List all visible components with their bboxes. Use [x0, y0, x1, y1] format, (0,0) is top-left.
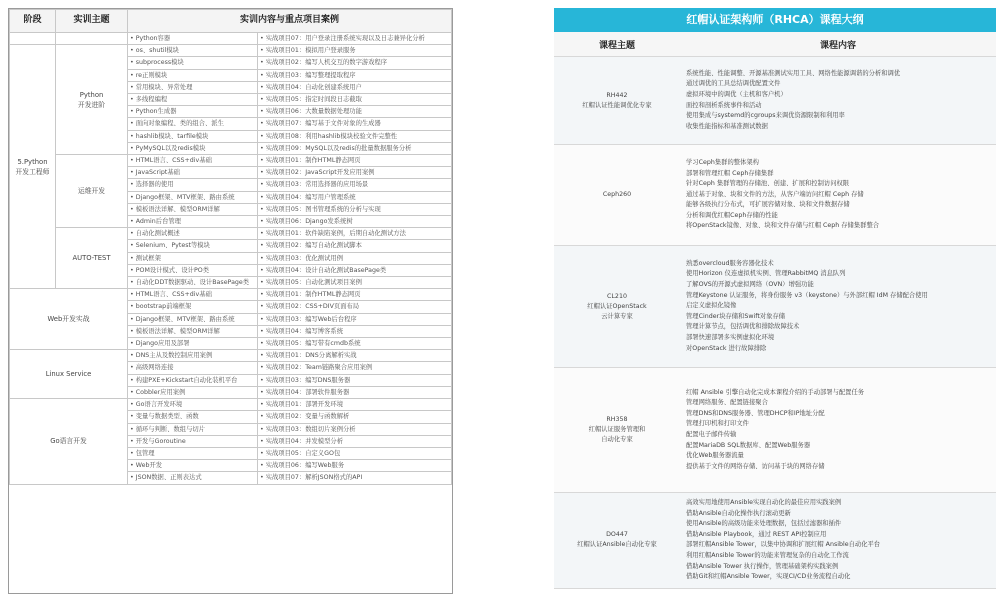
- syllabus-header-row: [554, 32, 996, 57]
- course-content-cell: [680, 368, 996, 493]
- course-content-line: 使用Ansible的高级功能来处理数据，包括过滤器和插件: [686, 520, 842, 528]
- project-item: • 实战项目05：自动化测试项目案例: [258, 277, 452, 289]
- topic-cell: Python 开发进阶: [56, 45, 128, 155]
- course-content-line: 使用Horizon 仪连虚拟机实例、管理RabbitMQ 消息队列: [686, 270, 846, 278]
- project-item: • 实战项目05：编写带有cmdb系统: [258, 338, 452, 350]
- content-item: • 面向对象编程、类的组合、派生: [128, 118, 258, 130]
- content-item: • Selenium、Pytest等模块: [128, 240, 258, 252]
- content-item: • 高级网络连接: [128, 362, 258, 374]
- project-item: • 实战项目06：编写Web服务: [258, 460, 452, 472]
- course-content-line: 配置MariaDB SQL数据库、配置Web服务器: [686, 441, 811, 449]
- course-content-cell: [680, 246, 996, 368]
- course-content-line: 学习Ceph集群的整体架构: [686, 158, 759, 166]
- content-item: • 自动化DDT数据驱动、设计BasePage类: [128, 277, 258, 289]
- stage-cell-empty: [10, 33, 56, 45]
- course-content-line: 使用集成与systemd的cgroups来调优资源限制和利用率: [686, 112, 845, 120]
- course-code: RH358: [606, 416, 628, 423]
- project-item: • 实战项目03：优化测试用例: [258, 252, 452, 264]
- course-name: 红帽认证Ansible自动化专家: [577, 541, 657, 549]
- course-content-line: 借助Ansible Tower 执行操作，管理基础架构实践案例: [686, 562, 839, 570]
- content-item: • Admin后台管理: [128, 216, 258, 228]
- course-content-line: 了解OVS的开源式虚拟网络（OVN）增强功能: [686, 281, 814, 289]
- project-item: • 实战项目03：编写DNS服务器: [258, 374, 452, 386]
- project-item: • 实战项目05：自定义GO包: [258, 447, 452, 459]
- course-content-cell: [680, 57, 996, 145]
- curriculum-table-panel: [8, 8, 453, 594]
- course-content-line: 能够各级执行分布式，可扩展容储对象、块和文件数据存储: [686, 201, 850, 209]
- project-item: • 实战项目02：编写自动化测试脚本: [258, 240, 452, 252]
- content-item: • re正则模块: [128, 69, 258, 81]
- course-content-line: 管理打印机和打印文件: [686, 420, 749, 428]
- content-item: • subprocess模块: [128, 57, 258, 69]
- project-item: • 实战项目04：编写博客系统: [258, 325, 452, 337]
- course-content-line: 启定义虚拟化镜像: [686, 302, 737, 310]
- content-item: • 自动化测试概述: [128, 228, 258, 240]
- project-item: • 实战项目04：自动化创建系统用户: [258, 81, 452, 93]
- course-content-line: 面控和剖析系统事件和活动: [686, 101, 762, 109]
- content-item: • 循环与判断、数组与切片: [128, 423, 258, 435]
- content-item: • Django应用及部署: [128, 338, 258, 350]
- content-item: • 多线程编程: [128, 94, 258, 106]
- table-row: [10, 228, 452, 240]
- project-item: • 实战项目03：编写Web后台程序: [258, 313, 452, 325]
- course-content-line: 利用红帽Ansible Tower的功能来管理复杂的自动化工作流: [686, 551, 849, 559]
- content-item: • 选择器的使用: [128, 179, 258, 191]
- content-item: • bootstrap前端框架: [128, 301, 258, 313]
- content-item: • os、shutil模块: [128, 45, 258, 57]
- course-topic-cell: [554, 246, 680, 368]
- header-stage: 阶段: [10, 10, 56, 33]
- project-item: • 实战项目01：制作HTML静态网页: [258, 155, 452, 167]
- header-content: 实训内容与重点项目案例: [128, 10, 452, 33]
- course-topic-cell: [554, 57, 680, 145]
- course-code: RH442: [606, 91, 628, 99]
- course-code: CL210: [607, 292, 627, 300]
- project-item: • 实战项目07：解析JSON格式的API: [258, 472, 452, 484]
- content-item: • 变量与数据类型、函数: [128, 411, 258, 423]
- project-item: • 实战项目01：模拟用户登录服务: [258, 45, 452, 57]
- table-row: [10, 350, 452, 362]
- content-item: • DNS主从及数控制应用案例: [128, 350, 258, 362]
- content-item: • Cobbler应用案例: [128, 386, 258, 398]
- content-item: • Python生成器: [128, 106, 258, 118]
- course-row: [554, 368, 996, 493]
- content-item: • 模板语法详解、模型ORM详解: [128, 325, 258, 337]
- topic-cell: AUTO-TEST: [56, 228, 128, 289]
- course-content-line: 将OpenStack镜像、对象、块和文件存储与红帽 Ceph 存储集群整合: [686, 222, 880, 230]
- course-content-line: 熟悉overcloud服务容器化技术: [686, 259, 774, 267]
- topic-cell: 运维开发: [56, 155, 128, 228]
- course-content-line: 部署红帽Ansible Tower，以集中协调和扩展红帽 Ansible自动化平台: [686, 541, 881, 549]
- project-item: • 实战项目07：编写基于文件对象的生成器: [258, 118, 452, 130]
- course-content-line: 借助Ansible自动化操作执行滚动更新: [686, 509, 791, 517]
- content-item: • Django框架、MTV框架、路由系统: [128, 191, 258, 203]
- table-row: [10, 155, 452, 167]
- course-row: [554, 145, 996, 246]
- project-item: • 实战项目01：软件缺陷案例，后期自动化测试方法: [258, 228, 452, 240]
- content-item: • JavaScript基础: [128, 167, 258, 179]
- table-row: [10, 399, 452, 411]
- course-content-line: 借助Ansible Playbook，通过 REST API控制应用: [686, 530, 827, 538]
- course-topic-cell: [554, 145, 680, 246]
- project-item: • 实战项目05：指定时间段日志截取: [258, 94, 452, 106]
- table-row: [10, 33, 452, 45]
- course-content-line: 借助Git和红帽Ansible Tower，实现CI/CD业务流程自动化: [686, 573, 851, 581]
- stage-cell: Web开发实战: [10, 289, 128, 350]
- course-content-line: 通过调优的工具总结调优配置文件: [686, 80, 781, 88]
- course-content-line: 红帽 Ansible 引擎自动化完成本课程介绍的手动部署与配置任务: [686, 388, 865, 396]
- syllabus-title: 红帽认证架构师（RHCA）课程大纲: [554, 8, 996, 32]
- course-row: [554, 493, 996, 589]
- table-header-row: [10, 10, 452, 33]
- course-name: 红帽认证性能调优化专家: [582, 101, 652, 109]
- content-item: • 模板语法详解、模型ORM详解: [128, 203, 258, 215]
- content-item: • 构建PXE+Kickstart自动化装机平台: [128, 374, 258, 386]
- table-row: [10, 289, 452, 301]
- stage-cell: Linux Service: [10, 350, 128, 399]
- course-code: DO447: [606, 531, 628, 539]
- content-item: • 包管理: [128, 447, 258, 459]
- curriculum-table: [9, 9, 452, 485]
- rhca-syllabus-panel: [554, 8, 996, 594]
- topic-cell-empty: [56, 33, 128, 45]
- course-content-line: 管理计算节点，包括调优和排除故障技术: [686, 323, 800, 331]
- content-item: • 常用模块、异常处理: [128, 81, 258, 93]
- project-item: • 实战项目02：Team链路聚合应用案例: [258, 362, 452, 374]
- course-name: 红帽认证服务管理和 自动化专家: [588, 426, 646, 443]
- course-content-line: 管理Cinder块存储和Swift对象存储: [686, 312, 786, 320]
- course-content-line: 通过基于对象、块和文件的方法，从客户端访问红帽 Ceph 存储: [686, 190, 864, 198]
- project-item: • 实战项目06：大数量数据处理功能: [258, 106, 452, 118]
- content-item: • JSON数据、正则表达式: [128, 472, 258, 484]
- project-item: • 实战项目02：CSS+DIV页面布局: [258, 301, 452, 313]
- course-row: [554, 246, 996, 368]
- course-topic-cell: [554, 493, 680, 589]
- content-item: • Web开发: [128, 460, 258, 472]
- course-content-line: 系统性能、性能调整、开源基准测试实用工具、网络性能源调谐的分析和调优: [686, 69, 901, 77]
- project-item: • 实战项目01：部署开发环境: [258, 399, 452, 411]
- course-name: 红帽认证OpenStack 云计算专家: [587, 302, 647, 320]
- course-content-line: 高效实用地使用Ansible实现自动化的最佳应用实践案例: [686, 499, 842, 506]
- project-item: • 实战项目08：利用hashlib模块校验文件完整性: [258, 130, 452, 142]
- table-row: [10, 45, 452, 57]
- course-content-line: 配置电子邮件传输: [686, 431, 737, 438]
- course-content-line: 管理Keystone 认证服务，将身份服务 v3（keystone）与外部红帽 IdM 存储配合使用: [686, 291, 928, 299]
- course-content-line: 针对Ceph 集群管理的存储池、创建、扩展和控制访问权限: [686, 180, 850, 188]
- content-item: • HTML语言、CSS+div基础: [128, 155, 258, 167]
- project-item: • 实战项目03：编写整理提取程序: [258, 69, 452, 81]
- course-content-line: 分析和调优红帽Ceph存储的性能: [686, 211, 778, 219]
- project-item: • 实战项目02：变量与函数解析: [258, 411, 452, 423]
- project-item: • 实战项目07：用户登录注册系统实现以及日志兼异化分析: [258, 33, 452, 45]
- header-course-content: 课程内容: [680, 32, 996, 57]
- project-item: • 实战项目06：Django发系统树: [258, 216, 452, 228]
- course-content-cell: [680, 145, 996, 246]
- project-item: • 实战项目03：数组切片案例分析: [258, 423, 452, 435]
- project-item: • 实战项目04：并发模型分析: [258, 435, 452, 447]
- content-item: • 开发与Goroutine: [128, 435, 258, 447]
- course-content-line: 管理网络服务、配置链接聚合: [686, 399, 768, 407]
- content-item: • Django框架、MTV框架、路由系统: [128, 313, 258, 325]
- course-content-line: 提供基于文件的网络存储、访问基于块的网络存储: [686, 462, 825, 470]
- project-item: • 实战项目09：MySQL以及redis的批量数据服务分析: [258, 142, 452, 154]
- project-item: • 实战项目04：部署软件服务器: [258, 386, 452, 398]
- course-content-line: 对OpenStack 进行故障排除: [686, 344, 767, 352]
- stage-cell: 5.Python 开发工程师: [10, 45, 56, 289]
- course-content-line: 部署快速部署多实例虚拟化环境: [686, 333, 775, 341]
- content-item: • 测试框架: [128, 252, 258, 264]
- content-item: • POM设计模式、设计PO类: [128, 264, 258, 276]
- course-content-line: 管理DNS和DNS服务器、管理DHCP和IP地址分配: [686, 409, 825, 417]
- content-item: • HTML语言、CSS+div基础: [128, 289, 258, 301]
- project-item: • 实战项目04：设计自动化测试BasePage类: [258, 264, 452, 276]
- course-content-line: 收集性能指标和基准测试数据: [686, 122, 768, 130]
- course-content-line: 优化Web服务器流量: [686, 452, 744, 460]
- course-content-line: 虚拟环境中的调优（主机和客户机）: [686, 90, 787, 98]
- project-item: • 实战项目05：图书管理系统的分析与实现: [258, 203, 452, 215]
- content-item: • Python容器: [128, 33, 258, 45]
- course-topic-cell: [554, 368, 680, 493]
- header-topic: 实训主题: [56, 10, 128, 33]
- content-item: • hashlib模块、tarfile模块: [128, 130, 258, 142]
- header-course-topic: 课程主题: [554, 32, 680, 57]
- project-item: • 实战项目02：编写人机交互的数字游戏程序: [258, 57, 452, 69]
- project-item: • 实战项目02：JavaScript开发应用案例: [258, 167, 452, 179]
- syllabus-table: [554, 32, 996, 589]
- course-content-line: 部署和管理红帽 Ceph存储集群: [686, 169, 774, 177]
- project-item: • 实战项目03：常用选择器的应用场景: [258, 179, 452, 191]
- course-code: Ceph260: [602, 191, 632, 198]
- course-content-cell: [680, 493, 996, 589]
- project-item: • 实战项目04：编写用户管理系统: [258, 191, 452, 203]
- project-item: • 实战项目01：DNS分离解析实战: [258, 350, 452, 362]
- course-row: [554, 57, 996, 145]
- stage-cell: Go语言开发: [10, 399, 128, 484]
- content-item: • PyMySQL以及redis模块: [128, 142, 258, 154]
- content-item: • Go语言开发环境: [128, 399, 258, 411]
- project-item: • 实战项目01：制作HTML静态网页: [258, 289, 452, 301]
